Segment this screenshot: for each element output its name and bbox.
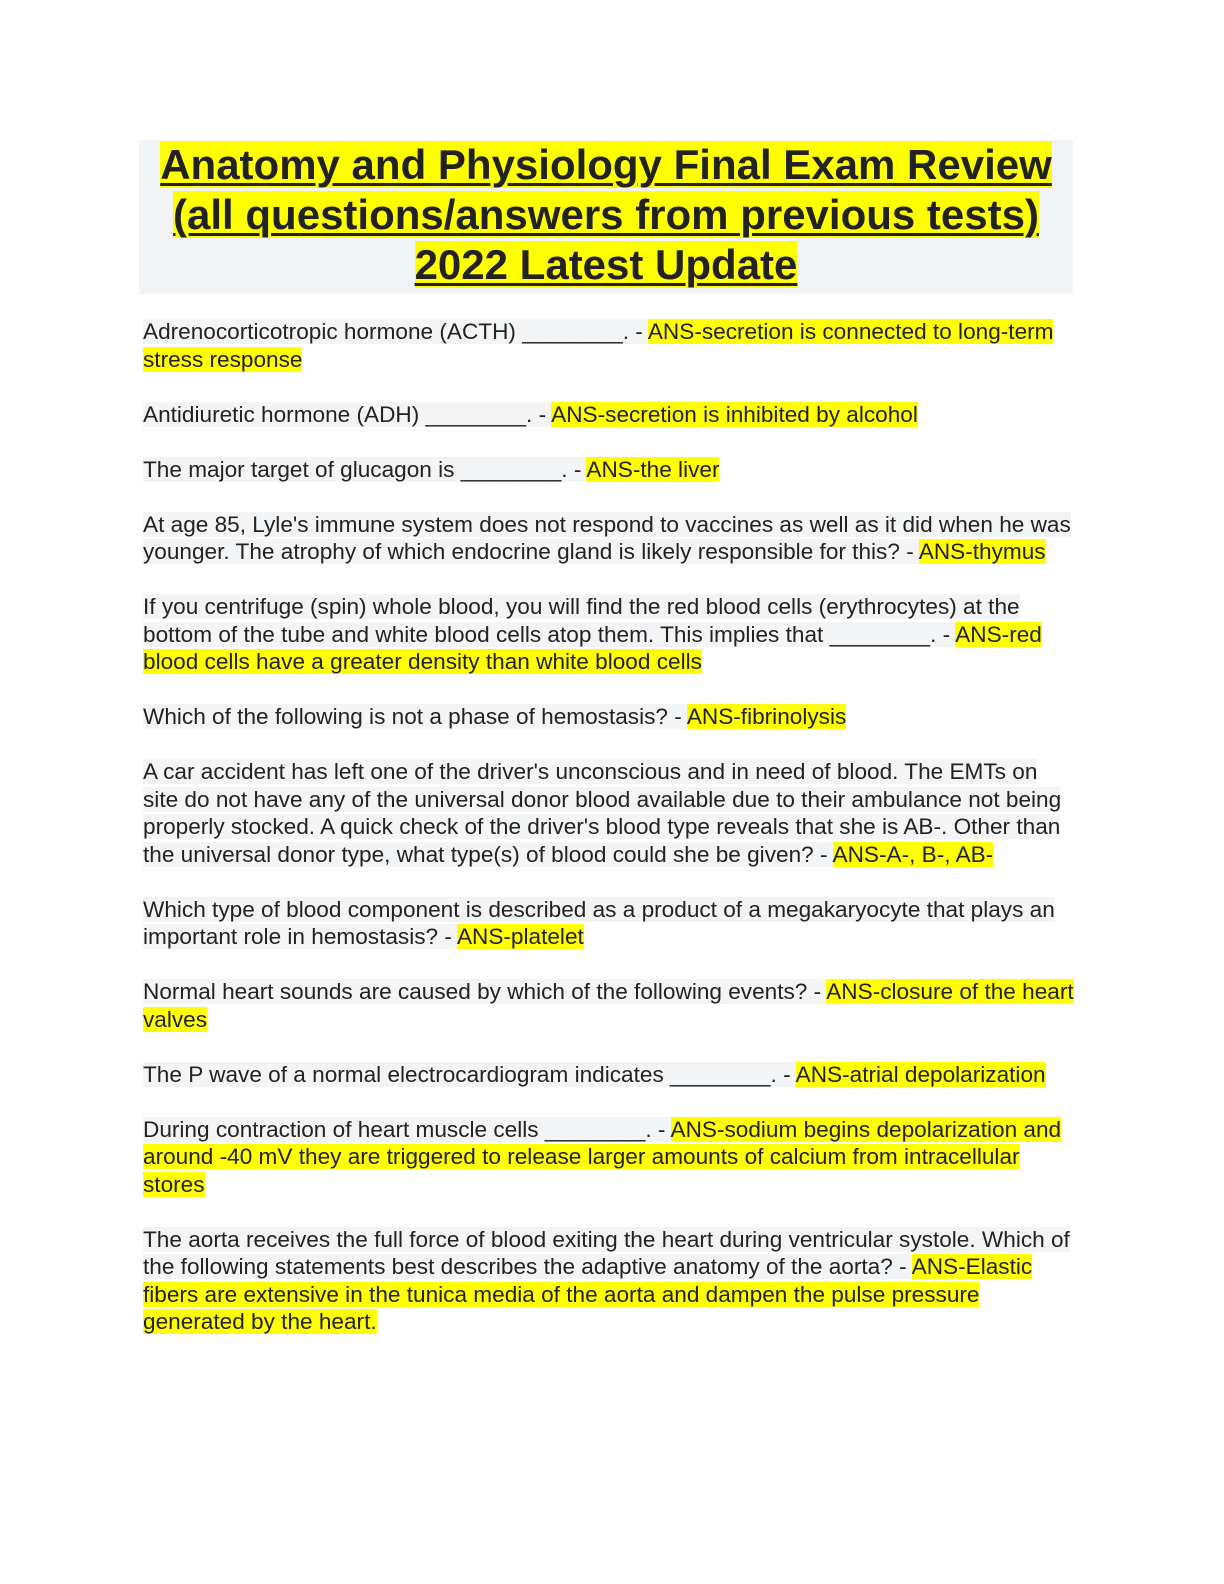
answer-text: ANS-thymus (918, 539, 1046, 564)
separator: - (567, 456, 587, 482)
question-text: Antidiuretic hormone (ADH) ________. (143, 401, 533, 427)
question-answer-list (143, 318, 1078, 1363)
qa-item (143, 401, 1078, 429)
separator: - (899, 539, 919, 564)
answer-text: ANS-fibrinolysis (686, 704, 847, 729)
answer-text: ANS-closure of the heart valves (143, 979, 1074, 1032)
separator: - (532, 401, 552, 427)
question-text: Which type of blood component is described as a product of a megakaryocyte that plays an important role in hemostasis? (143, 896, 1055, 949)
qa-item (143, 896, 1078, 951)
qa-item (143, 318, 1078, 373)
answer-text: ANS-A-, B-, AB- (832, 841, 994, 867)
separator: - (629, 319, 648, 344)
document-title (139, 140, 1073, 294)
title-line-3: 2022 Latest Update (414, 241, 798, 288)
question-text: A car accident has left one of the driver's unconscious and in need of blood. The EMTs on site do not have any of the universal donor blood available due to their ambulance not being properly stocked. A quick check of the driver's blood type reveals that she is AB-. Other than the universal donor type, what type(s) of blood could she be given? (143, 759, 1062, 867)
qa-item (143, 703, 1078, 731)
question-text: The major target of glucagon is ________. (143, 456, 568, 482)
title-line-2: (all questions/answers from previous tests) (173, 191, 1039, 238)
separator: - (807, 979, 827, 1004)
separator: - (936, 621, 956, 647)
separator: - (438, 924, 457, 949)
qa-item (143, 1226, 1078, 1336)
answer-text: ANS-sodium begins depolarization and around -40 mV they are triggered to release larger amounts of calcium from intracellular stores (143, 1116, 1062, 1197)
question-text: Adrenocorticotropic hormone (ACTH) ________. (143, 319, 630, 344)
question-text: If you centrifuge (spin) whole blood, you will find the red blood cells (erythrocytes) at the bottom of the tube and white blood cells atop them. This implies that ________. (143, 594, 1020, 647)
question-text: Which of the following is not a phase of hemostasis? (143, 704, 668, 729)
question-text: The aorta receives the full force of blood exiting the heart during ventricular systole. Which of the following statements best describes the adaptive anatomy of the aorta? (143, 1226, 1070, 1279)
answer-text: ANS-secretion is inhibited by alcohol (551, 401, 918, 427)
separator: - (667, 704, 687, 729)
answer-text: ANS-secretion is connected to long-term stress response (143, 319, 1054, 372)
qa-item (143, 1116, 1078, 1199)
qa-item (143, 593, 1078, 676)
qa-item (143, 758, 1078, 868)
title-line-1: Anatomy and Physiology Final Exam Review (160, 141, 1052, 188)
qa-item (143, 978, 1078, 1033)
qa-item (143, 1061, 1078, 1089)
qa-item (143, 511, 1078, 566)
question-text: Normal heart sounds are caused by which of the following events? (143, 979, 808, 1004)
answer-text: ANS-the liver (586, 456, 720, 482)
answer-text: ANS-red blood cells have a greater density than white blood cells (143, 621, 1042, 674)
separator: - (813, 841, 833, 867)
separator: - (892, 1254, 912, 1279)
separator: - (651, 1116, 671, 1142)
answer-text: ANS-Elastic fibers are extensive in the tunica media of the aorta and dampen the pulse pressure generated by the heart. (143, 1254, 1033, 1334)
question-text: During contraction of heart muscle cells ________. (143, 1116, 652, 1142)
answer-text: ANS-atrial depolarization (795, 1061, 1046, 1087)
question-text: At age 85, Lyle's immune system does not respond to vaccines as well as it did when he was younger. The atrophy of which endocrine gland is likely responsible for this? (143, 511, 1071, 564)
answer-text: ANS-platelet (456, 924, 584, 949)
question-text: The P wave of a normal electrocardiogram indicates ________. (143, 1061, 777, 1087)
separator: - (776, 1061, 796, 1087)
qa-item (143, 456, 1078, 484)
